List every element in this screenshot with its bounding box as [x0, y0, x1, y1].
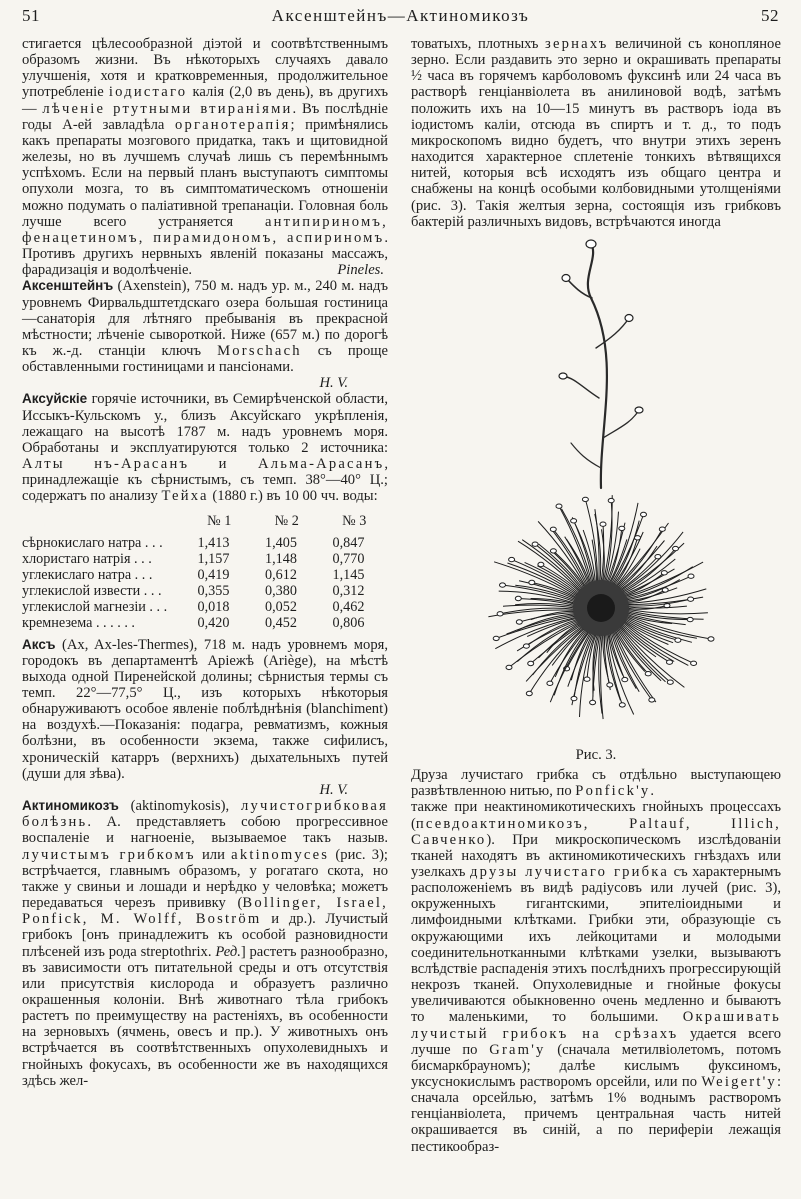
row-label: углекислаго натра . . .: [22, 566, 153, 583]
filament-club: [619, 526, 625, 530]
text: (aktinomykosis),: [118, 798, 242, 815]
filament-club: [645, 671, 651, 675]
spaced-term: Gram'у: [489, 1041, 546, 1058]
filament-club: [661, 570, 667, 574]
spaced-term: псевдоактиномикозъ, Paltauf, Illich, Савченко: [411, 815, 781, 848]
text: : сначала орсейлью, затѣмъ 1% воднымъ растворомъ генціанвіолета, причемъ центральная часть нитей окрашивается въ синій, а по периферіи лежащія пестикообраз-: [411, 1074, 781, 1155]
figure-druse: [411, 238, 781, 743]
druse-filament: [551, 550, 584, 589]
filament-club: [497, 611, 503, 615]
spaced-term: Алты нъ-Арасанъ и Альма-Арасанъ: [22, 456, 385, 473]
entry-heading: Аксенштейнъ: [22, 278, 114, 294]
cell-value: 0,612: [265, 566, 297, 583]
text: .: [650, 783, 655, 800]
cell-value: 0,419: [197, 566, 230, 583]
filament-club: [600, 522, 606, 526]
text: и др.). Лучистый грибокъ [онъ принадлежитъ къ особой разновидности плѣсеней изъ рода streptothrix.: [22, 911, 388, 960]
filament-club: [608, 498, 614, 502]
cell-value: 0,462: [332, 598, 365, 615]
filament-club: [532, 542, 538, 546]
entry-axenstein: [22, 278, 388, 391]
text: калія (2,0 въ день), въ другихъ —: [22, 84, 389, 117]
table-header: № 3: [342, 512, 367, 529]
spaced-term: зернахъ: [545, 36, 609, 52]
table-header: № 2: [274, 512, 299, 529]
filament-club: [667, 660, 673, 664]
cell-value: 0,380: [265, 582, 297, 599]
cell-value: 0,355: [197, 582, 230, 599]
page-header: [22, 6, 779, 30]
filament-club: [688, 574, 694, 578]
filament-club: [607, 683, 613, 687]
entry-heading: Аксуйскіе: [22, 391, 88, 407]
filament-club: [538, 562, 544, 566]
filament-club: [675, 638, 681, 642]
filament-club: [662, 588, 668, 592]
spaced-term: друзы лучистаго грибка: [470, 863, 670, 880]
table-row: [22, 583, 388, 599]
filament-club: [571, 696, 577, 700]
filament-club: [516, 620, 522, 624]
text: Друза лучистаго грибка съ отдѣльно выступающею развѣтвленною нитью, по: [411, 767, 781, 800]
table-row: [22, 535, 388, 551]
entry-heading: Актиномикозъ: [22, 798, 119, 814]
analysis-table: [22, 509, 388, 631]
filament-club: [649, 698, 655, 702]
table-row: [22, 567, 388, 583]
text: (Ax, Ax-les-Thermes), 718 м. надъ уровнемъ моря, городокъ въ департаментѣ Аріежѣ (Ariège), на мѣстѣ выхода одной Пиренейской долины; сѣрнистыя термы съ темп. 22°—77,5° Ц., изъ которыхъ нѣкоторыя обнаруживаютъ особое явленіе поблѣднѣнія (blanchiment) на воздухѣ.—Показанія: подагра, ревматизмъ, кожныя болѣзни, въ особенности экзема, также сифилисъ, хроническій катарръ (верхнихъ) дыхательныхъ путей (души для зѣва).: [22, 636, 388, 782]
spaced-term: Morschach: [217, 342, 302, 359]
cell-value: 0,018: [197, 598, 230, 615]
text: съ проще обставленными гостиницами и пансіонами.: [22, 342, 388, 376]
filament-club: [550, 549, 556, 553]
table-header: № 1: [207, 512, 232, 529]
paragraph-grains: [411, 36, 781, 230]
right-column: [411, 36, 781, 1155]
table-header-spacer: [22, 509, 186, 535]
filament-club: [582, 497, 588, 501]
filament-club: [688, 597, 694, 601]
spaced-term: Weigert'у: [701, 1074, 777, 1090]
filament-club: [500, 583, 506, 587]
text: , принадлежащіе къ сѣрнистымъ, съ темп. 38°—40° Ц.; содержатъ по анализу: [22, 456, 388, 505]
spaced-term: Bollinger, Israel, Ponfick, M. Wolff, Boström: [22, 895, 388, 928]
spaced-term: Ponfick'у: [575, 783, 651, 800]
filament-club: [523, 644, 529, 648]
filament-club: [556, 504, 562, 508]
druse-filament: [611, 514, 643, 584]
paragraph-treatment: [22, 36, 388, 278]
spaced-term: органотерапія: [174, 116, 291, 133]
cell-value: 0,770: [332, 550, 365, 567]
row-label: кремнезема . . . . . .: [22, 614, 135, 631]
cell-value: 0,052: [265, 598, 297, 615]
text: также при неактиномикотическихъ гнойныхъ процессахъ (: [411, 799, 781, 832]
filament-club: [571, 518, 577, 522]
text: товатыхъ, плотныхъ: [411, 36, 546, 52]
spaced-term: антипириномъ, фенацетиномъ, пирамидономъ, аспириномъ: [22, 213, 388, 246]
druse-filament: [503, 605, 575, 608]
cell-value: 1,405: [265, 534, 297, 551]
spaced-term: лѣченіе ртутными втираніями: [42, 100, 293, 117]
filament-club: [659, 527, 665, 531]
cell-value: 1,145: [332, 566, 365, 583]
spaced-term: Тейха: [161, 488, 209, 505]
entry-ax-les-thermes: [22, 637, 388, 799]
paragraph-pathology: [411, 799, 781, 1154]
entry-actinomycosis: [22, 798, 388, 1089]
spaced-term: aktinomyces: [231, 846, 330, 863]
spaced-term: іодистаго: [108, 84, 188, 101]
cell-value: 0,420: [197, 614, 230, 631]
figure-caption: [411, 767, 781, 799]
author-signature: Pineles.: [337, 262, 384, 279]
filament-club: [635, 535, 641, 539]
table-header-row: [22, 509, 388, 535]
author-signature: H. V.: [319, 781, 348, 798]
cell-value: 0,806: [332, 614, 365, 631]
filament-club: [509, 557, 515, 561]
text: (Axenstein), 750 м. надъ ур. м., 240 м. надъ уровнемъ Фирвальдштетдскаго озера большая гостиница—санаторія для лѣтняго пребыванія въ прекрасной мѣстности; лѣченіе сывороткой. Ниже (657 м.) по дорогѣ къ ж.-д. станціи ключъ: [22, 278, 388, 359]
table-row: [22, 615, 388, 631]
text: удается всего лучше по: [411, 1025, 781, 1058]
row-label: сѣрнокислаго натра . . .: [22, 534, 163, 551]
table-row: [22, 599, 388, 615]
entry-heading: Аксъ: [22, 636, 56, 652]
filament-club: [528, 661, 534, 665]
filament-club: [584, 677, 590, 681]
cell-value: 1,148: [265, 550, 297, 567]
filament-club: [590, 700, 596, 704]
left-column: [22, 36, 388, 1089]
text: (рис. 3); встрѣчается, главнымъ образомъ, у рогатаго скота, но также у свиньи и лошади и нерѣдко у человѣка; можетъ передаваться черезъ прививку (: [22, 846, 388, 912]
filament-club: [691, 661, 697, 665]
filament-club: [708, 637, 714, 641]
filament-club: [550, 527, 556, 531]
text: величиной съ конопляное зерно. Если раздавить это зерно и окрашивать препараты ½ часа въ горячемъ карболовомъ фуксинѣ или 24 часа въ растворѣ генціанвіолета въ анилиновой водѣ, затѣмъ положить ихъ на 10—15 минутъ въ растворъ іода въ іодистомъ каліи, отсюда въ спиртъ и т. д., то подъ микроскопомъ видно будетъ, что внутри этихъ зеренъ находится характерное сплетеніе тонкихъ вѣтвящихся нитей, которыя всѣ исходятъ изъ общаго центра и снабжены на концѣ особыми колбовидными утолщеніями (рис. 3). Такія желтыя зерна, состоящія изъ грибковъ бактерій различныхъ видовъ, встрѣчаются иногда: [411, 36, 782, 230]
filament-club: [493, 636, 499, 640]
filament-club: [619, 703, 625, 707]
cell-value: 1,157: [197, 550, 230, 567]
table-row: [22, 551, 388, 567]
filament-club: [515, 596, 521, 600]
filament-club: [506, 665, 512, 669]
running-title: Аксенштейнъ—Актиномикозъ: [271, 6, 530, 25]
text: . А. представляетъ собою прогрессивное воспаленіе и нагноеніе, вызываемое такъ назыв.: [22, 814, 388, 847]
text: съ характернымъ расположеніемъ въ видѣ радіусовъ или лучей (рис. 3), окруженныхъ гигантскими, эпителіоидными и лимфоидными клѣтками. Грибки эти, образующіе съ окружающими ихъ лейкоцитами и молодыми соединительнотканными клѣтками узелки, вызываютъ вслѣдствіе распаденія этихъ послѣднихъ прогрессирующій некрозъ тканей. Опухолевидные и гнойные фокусы увеличиваются обыкновенно очень медленно и бываютъ то маленькими, то большими.: [411, 863, 782, 1026]
text: . Въ послѣдніе годы А-ей завладѣла: [22, 100, 388, 133]
filament-club: [667, 680, 673, 684]
row-label: углекислой магнезіи . . .: [22, 598, 168, 615]
text: или: [195, 846, 232, 863]
spaced-term: лучистымъ грибкомъ: [22, 846, 196, 863]
entry-aksuiskie: [22, 391, 388, 504]
filament-club: [526, 691, 532, 695]
spaced-term: Окрашивать лучистый грибокъ на срѣзахъ: [411, 1009, 781, 1042]
text: ). При микроскопическомъ изслѣдованіи тканей находятъ въ актиномикотическихъ гнѣздахъ или узелкахъ: [411, 831, 781, 880]
cell-value: 0,312: [332, 582, 365, 599]
filament-club: [622, 677, 628, 681]
text: стигается цѣлесообразной діэтой и соотвѣтственнымъ образомъ жизни. Въ нѣкоторыхъ случаяхъ давало улучшенія, хотя и кратковременныя, продолжительное употребленіе: [22, 36, 388, 101]
text: (сначала метилвіолетомъ, потомъ бисмаркбрауномъ); далѣе кислымъ фуксиномъ, уксуснокислымъ растворомъ орсейли, или по: [411, 1041, 782, 1090]
filament-club: [687, 617, 693, 621]
filament-club: [641, 512, 647, 516]
text: горячіе источники, въ Семирѣченской области, Иссыкъ-Кульскомъ у., близъ Аксуйскаго укрѣпленія, лежащаго на высотѣ 1787 м. надъ уровнемъ моря. Обработаны и эксплуатируются только 2 источника:: [22, 391, 388, 456]
filament-club: [673, 546, 679, 550]
spaced-term: лучистогрибковая болѣзнь: [22, 798, 388, 831]
page-number-right: 52: [761, 6, 779, 25]
text: ] растетъ разнообразно, въ зависимости отъ питательной среды и отъ отсутствія или присутствія кислорода и образуетъ различно окрашенныя колоніи. Внѣ животнаго тѣла грибокъ растетъ по преимуществу на растеніяхъ, въ особенности на зерновыхъ (ячмень, овесъ и пр.). У животныхъ онъ встрѣчается въ соотвѣтственныхъ опухолевидныхъ и гнойныхъ фокусахъ, въ особенности же въ находящихся здѣсь жел-: [22, 943, 389, 1089]
cell-value: 0,452: [265, 614, 297, 631]
row-label: хлористаго натрія . . .: [22, 550, 152, 567]
filament-club: [529, 580, 535, 584]
cell-value: 1,413: [197, 534, 230, 551]
page-number-left: 51: [22, 6, 40, 25]
figure-label: Рис. 3.: [575, 746, 617, 763]
row-label: углекислой извести . . .: [22, 582, 162, 599]
author-signature: H. V.: [319, 375, 348, 392]
text: (1880 г.) въ 10 00 чч. воды:: [208, 488, 378, 505]
cell-value: 0,847: [332, 534, 365, 551]
text: . Противъ другихъ нервныхъ явленій показаны массажъ, фарадизація и водолѣченіе.: [22, 229, 388, 279]
editor-note: Ред.: [215, 943, 241, 960]
actinomyces-druse-illustration: [471, 238, 721, 743]
filament-club: [547, 681, 553, 685]
text: ; примѣнялись какъ препараты мозгового придатка, такъ и щитовидной железы, но въ лучшемъ случаѣ лишь съ перемѣннымъ успѣхомъ. Если на первый планъ выступаютъ симптомы опухоли мозга, то въ симптоматическомъ отношеніи можно подумать о паліативной трепанаціи. Головная боль лучше всего устраняется: [22, 116, 388, 230]
